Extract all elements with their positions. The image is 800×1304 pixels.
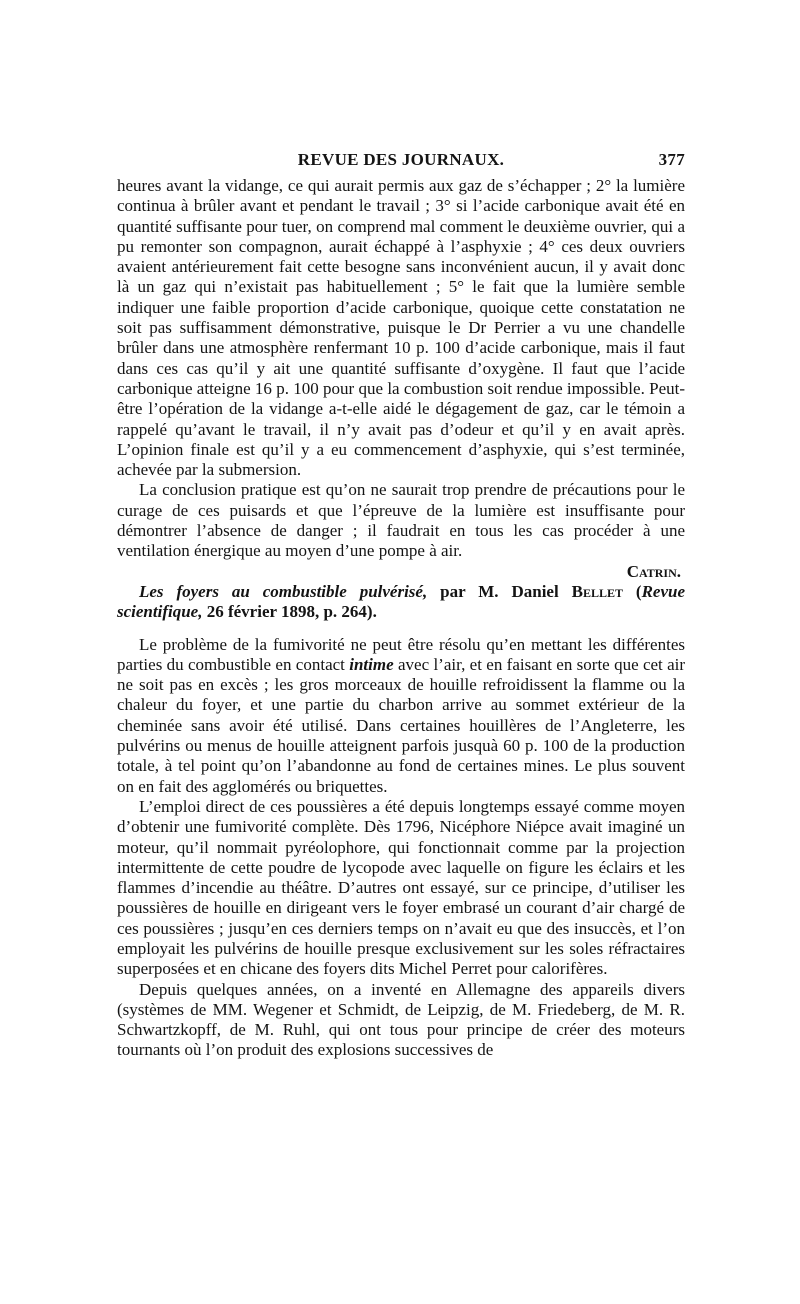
article-source-date: 26 février 1898, p. 264). [206,602,377,622]
article-title: Les foyers au combustible pulvérisé, [139,581,428,601]
source-open-paren: ( [635,581,642,601]
page-number: 377 [658,150,685,169]
body-text [117,176,685,1061]
author-signature: Catrin. [626,561,681,581]
document-page [117,150,685,1061]
article-source: Revue scientifique, [117,581,686,622]
article-byline: par M. Daniel [440,581,559,601]
running-head [117,150,685,176]
continued-paragraph: heures avant la vidange, ce qui aurait permis aux gaz de s’échapper ; 2° la lumière continua à brûler avant et pendant le travail ; 3° si l’acide carbonique avait été en quantité suffisante pour tuer, on comprend mal comment le deuxième ouvrier, qui a pu remonter son compagnon, aurait échappé à l’asphyxie ; 4° ces deux ouvriers avaient antérieurement fait cette besogne sans inconvénient aucun, il y avait donc là un gaz qui n’existait pas habituellement ; 5° le fait que la lumière semble indiquer une faible proportion d’acide carbonique, quoique cette constatation ne soit pas suffisamment démonstrative, puisque le Dr Perrier a vu une chandelle brûler dans une atmosphère renfermant 10 p. 100 d’acide carbonique, mais il faut dans ces cas qu’il y ait une quantité suffisante d’oxygène. Il faut que l’acide carbonique atteigne 16 p. 100 pour que la combustion soit rendue impossible. Peut-être l’opération de la vidange a-t-elle aidé le dégagement de gaz, car le témoin a rappelé qu’avant le travail, il n’y avait pas d’odeur et qu’il y en avait après. L’opinion finale est qu’il y a eu commencement d’asphyxie, qui s’est terminée, achevée par la submersion. [117,176,685,480]
paragraph-1-end: avec l’air, et en faisant en sorte que cet air ne soit pas en excès ; les gros morceaux de houille refroidissent la flamme ou la chaleur du foyer, et une partie du charbon arrive au sommet extérieur de la cheminée sans avoir été utilisé. Dans certaines houillères de l’Angleterre, les pulvérins ou menus de houille atteignent parfois jusquà 60 p. 100 de la production totale, à tel point qu’on l’abandonne au fond de certaines mines. Le plus souvent on en fait des agglomérés ou briquettes. [117,654,686,796]
article-heading [117,582,685,623]
article-paragraph-1 [117,635,685,797]
journal-title: REVUE DES JOURNAUX. [297,150,505,169]
conclusion-paragraph: La conclusion pratique est qu’on ne saurait trop prendre de précautions pour le curage de ces puisards et que l’épreuve de la lumière est insuffisante pour démontrer l’absence de danger ; il faudrait en tous les cas procéder à une ventilation énergique au moyen d’une pompe à air. [117,480,685,561]
paragraph-1-start: Le problème de la fumivorité ne peut être résolu qu’en mettant les différentes parties du combustible en contact [117,634,685,674]
emphasized-word: intime [349,654,394,674]
article-paragraph-3: Depuis quelques années, on a inventé en Allemagne des appareils divers (systèmes de MM. Wegener et Schmidt, de Leipzig, de M. Friedeberg, de M. R. Schwartzkopff, de M. Ruhl, qui ont tous pour principe de créer des moteurs tournants où l’on produit des explosions successives de [117,979,685,1060]
article-author: Bellet [571,581,623,601]
heading-spacing [117,623,685,635]
article-paragraph-2: L’emploi direct de ces poussières a été depuis longtemps essayé comme moyen d’obtenir une fumivorité complète. Dès 1796, Nicéphore Niépce avait imaginé un moteur, qu’il nommait pyréolophore, qui fonctionnait comme par la projection intermittente de cette poudre de lycopode avec laquelle on figure les éclairs et les flammes d’incendie au théâtre. D’autres ont essayé, sur ce principe, d’utiliser les poussières de houille en dirigeant vers le foyer embrasé un courant d’air chargé de ces poussières ; jusqu’en ces derniers temps on n’avait eu que des insuccès, et l’on employait les pulvérins de houille presque exclusivement sur les soles réfractaires superposées et en chicane des foyers dits Michel Perret pour calorifères. [117,796,685,979]
